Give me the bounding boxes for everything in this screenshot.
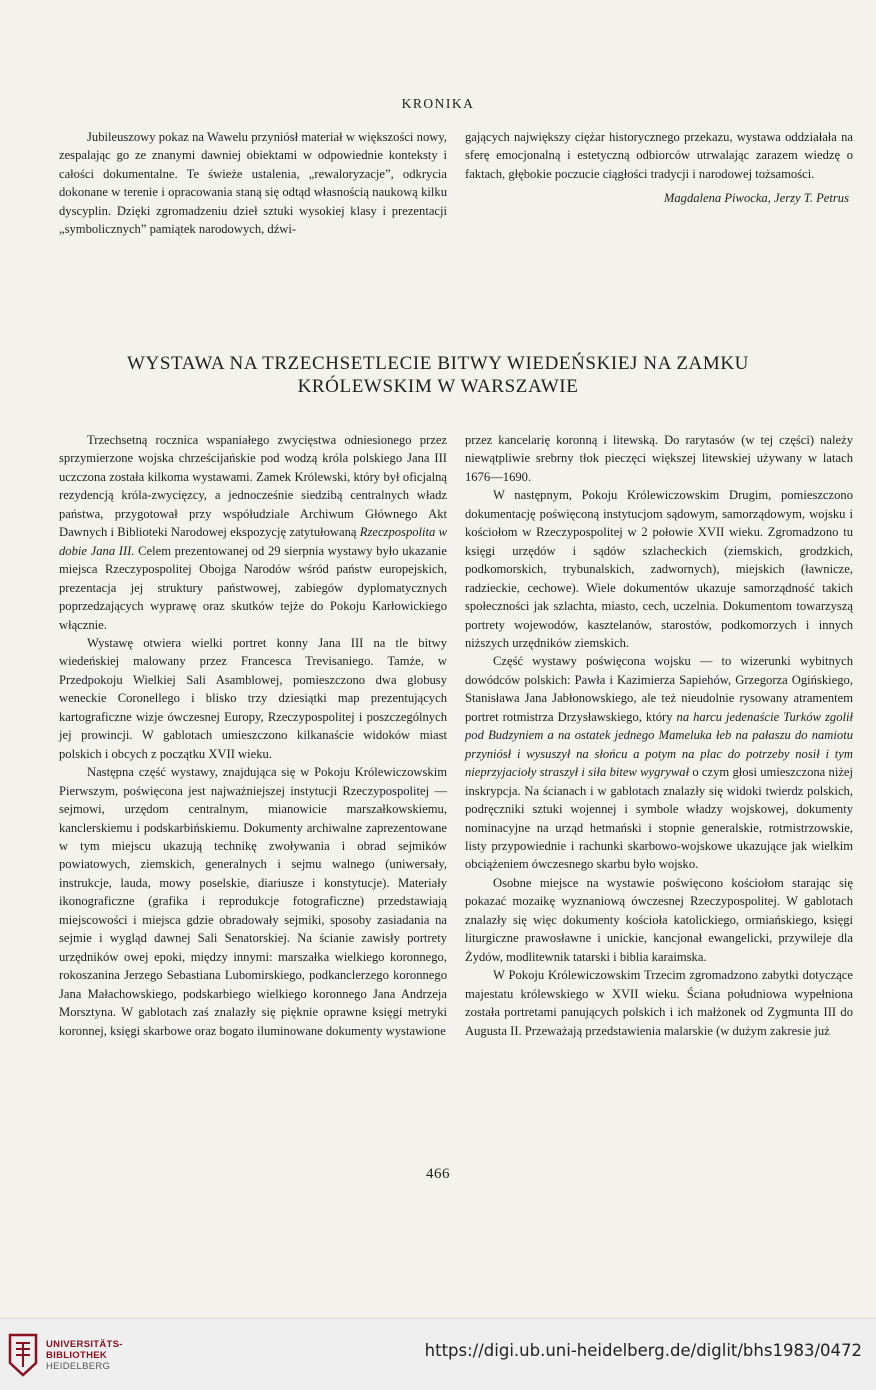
text-run: Trzechsetną rocznica wspaniałego zwycięstwa odniesionego przez sprzymierzone wojska chrześcijańskie pod wodzą króla polskiego Jana III uczczona została kilkoma wystawami. Zamek Królewski, który był oficjalną rezydencją króla-zwycięzcy, a jednocześnie siedzibą centralnych władz państwa, przygotował przy współudziale Archiwum Głównego Akt Dawnych i Biblioteki Narodowej ekspozycję zatytułowaną [59,433,447,540]
page-number: 466 [426,1166,450,1182]
article-paragraph: przez kancelarię koronną i litewską. Do rarytasów (w tej części) należy niewątpliwie srebrny tłok pieczęci większej litewskiej używany w latach 1676—1690. [465,433,853,484]
article-paragraph: W Pokoju Królewiczowskim Trzecim zgromadzono zabytki dotyczące majestatu królewskiego w XVII wieku. Ściana południowa wypełniona została portretami panujących polskich i ich małżonek od Zygmunta III do Augusta II. Przeważają przedstawienia malarskie (w dużym zakresie już [465,968,853,1038]
article-paragraph: Wystawę otwiera wielki portret konny Jana III na tle bitwy wiedeńskiej malowany przez Francesca Trevisaniego. Tamże, w Przedpokoju Wielkiej Sali Asamblowej, pomieszczono dwa globusy weneckie Coronellego i blisko trzy dziesiątki map prezentujących kartograficzne wizje ówczesnej Europy, Rzeczypospolitej i poszczególnych jej prowincji. W gablotach umieszczono kilkanaście widoków miast polskich i obcych z początku XVII wieku. [59,635,447,761]
author-signature: Magdalena Piwocka, Jerzy T. Petrus [663,191,849,206]
prev-article-paragraph: Jubileuszowy pokaz na Wawelu przyniósł materiał w większości nowy, zespalając go ze znanymi dawniej obiektami w odpowiednie konteksty i całości dokumentalne. Te świeże ustalenia, „rewaloryzacje”, odkrycia dokonane w terenie i opracowania staną się odtąd własnością naukową kilku dyscyplin. Dzięki zgromadzeniu dzieł sztuki wysokiej klasy i prezentacji „symbolicznych” pamiątek narodowych, dźwi- [59,130,447,237]
running-head: KRONIKA [401,96,475,111]
inscription-quote-italic: na harcu jedenaście Turków zgolił pod Budzyniem a na ostatek jednego Mameluka łeb na pałaszu do namiotu przyniósł i wysuszył na słońcu a potym na plac do potrzeby nosił i tym nieprzyjacioły straszył i siła bitew wygrywał [465,709,853,780]
footer-bar [0,1318,876,1390]
text-run: Celem prezentowanej od 29 sierpnia wystawy było ukazanie miejsca Rzeczypospolitej Obojga Narodów wśród państw europejskich, prezentacja jej struktury państwowej, zabiegów dyplomatycznych poprzedzających wyprawę oraz skutków tejże do Pokoju Karłowickiego włącznie. [59,543,447,632]
logo-line: HEIDELBERG [46,1360,111,1372]
prev-article-right-column [465,128,853,208]
library-logo[interactable] [8,1333,123,1377]
article-paragraph: Następna część wystawy, znajdująca się w Pokoju Królewiczowskim Pierwszym, poświęcona jest najważniejszej instytucji Rzeczypospolitej — sejmowi, urzędom centralnym, mianowicie marszałkowskiemu, kanclerskiemu i podskarbińskiemu. Dokumenty archiwalne zaprezentowane w tym miejscu ukazują technikę zwoływania i obrad sejmików powiatowych, ziemskich, generalnych i sejmu walnego (uniwersały, instrukcje, lauda, mowy poselskie, diariusze i konstytucje). Materiały ikonograficzne (grafika i reprodukcje fotograficzne) przedstawiają miejscowości i miejsca gdzie obradowały sejmiki, sposoby zasiadania na sejmie i wygląd dawnej Sali Senatorskiej. Na ścianie zawisły portrety urzędników owej epoki, między innymi: marszałka wielkiego koronnego, rokoszanina Jerzego Sebastiana Lubomirskiego, podkanclerzego koronnego Jana Małachowskiego, podskarbiego wielkiego koronnego Jana Andrzeja Morsztyna. W gablotach zaś znalazły się pięknie oprawne księgi metryki koronnej, księgi skarbowe oraz bogato iluminowane dokumenty wystawione [59,765,447,1038]
source-url-link[interactable]: https://digi.ub.uni-heidelberg.de/diglit/bhs1983/0472 [424,1341,862,1360]
prev-article-paragraph: gających największy ciężar historycznego przekazu, wystawa oddziałała na sferę emocjonalną i estetyczną odbiorców utrwalając zarazem wiedzę o faktach, głębokie poczucie ciągłości tradycji i narodowej tożsamości. [465,130,853,181]
text-run: Część wystawy poświęcona wojsku — to wizerunki wybitnych dowódców polskich: Pawła i Kazimierza Sapiehów, Grzegorza Ogińskiego, Stanisława Jana Jabłonowskiego, ale też nieudolnie rysowany atramentem portret rotmistrza Drzysławskiego, który [465,654,853,724]
logo-line: BIBLIOTHEK [46,1349,108,1361]
article-title-line-2: KRÓLEWSKIM W WARSZAWIE [297,376,579,397]
article-paragraph: W następnym, Pokoju Królewiczowskim Drugim, pomieszczono dokumentację poświęconą instytucjom sądowym, samorządowym, wojsku i kościołom w Rzeczypospolitej w 2 połowie XVII wieku. Zgromadzono tu księgi urzędów i sądów szlacheckich (ziemskich, grodzkich, podkomorskich, trybunalskich, zadwornych), miejskich (ławnicze, radzieckie, cechowe). Wiele dokumentów ukazuje samorządność takich społeczności jak szlachta, miasto, cech, uczelnia. Dokumentom towarzyszą portrety wojewodów, kasztelanów, starostów, podkomorzych i innych niższych urzędników ziemskich. [465,488,853,650]
text-run: o czym głosi umieszczona niżej inskrypcja. Na ścianach i w gablotach znalazły się widoki twierdz polskich, podręczniki sztuki wojennej i symbole władzy wojskowej, dokumenty nominacyjne na urząd hetmański i stopnie generalskie, rotmistrzowskie, listy przypowiednie i rachunki skarbowo-wojskowe ukazujące jak wielkim obciążeniem ówczesnego skarbu było wojsko. [465,765,853,872]
logo-line: UNIVERSITÄTS- [46,1338,123,1350]
article-paragraph [59,431,447,634]
article-paragraph [465,652,853,873]
article-title-line-1: WYSTAWA NA TRZECHSETLECIE BITWY WIEDEŃSKIEJ NA ZAMKU [126,353,750,374]
exhibition-title-italic: Rzeczpospolita w dobie Jana III. [59,525,448,558]
article-paragraph: Osobne miejsce na wystawie poświęcono kościołom starając się pokazać mozaikę wyznaniową ówczesnej Rzeczypospolitej. W gablotach znalazły się więc dokumenty kościoła katolickiego, ormiańskiego, księgi liturgiczne prawosławne i unickie, kancjonał ewangelicki, przywileje dla Żydów, modlitewnik tatarski i biblia karaimska. [465,875,853,964]
library-logo-text [46,1339,123,1372]
prev-article-left-column [59,128,447,239]
article-left-column [59,431,447,1040]
library-seal-icon [8,1333,38,1377]
article-title [80,352,796,398]
article-right-column [465,431,853,1040]
